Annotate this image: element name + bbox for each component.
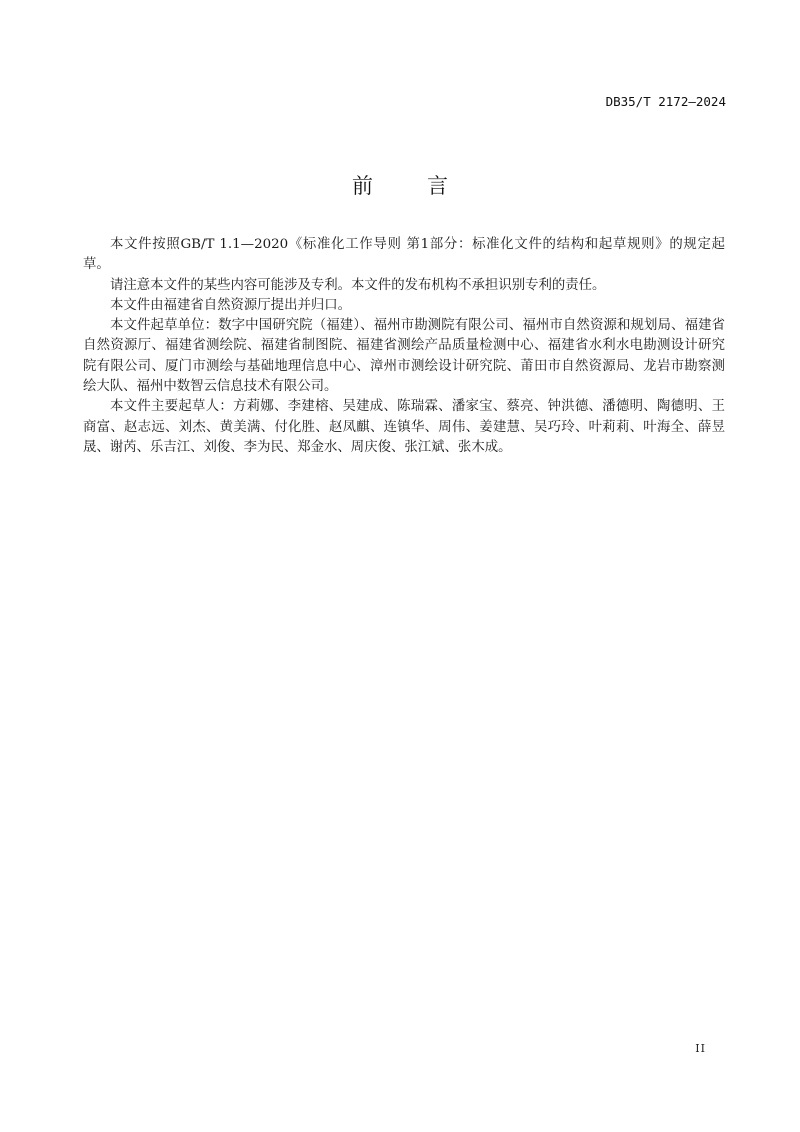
- paragraph-drafting-rules: 本文件按照GB/T 1.1—2020《标准化工作导则 第1部分：标准化文件的结构和起草规则》的规定起草。: [83, 237, 725, 273]
- standard-code: DB35/T 2172—2024: [605, 94, 726, 109]
- page-number: II: [695, 1042, 706, 1055]
- paragraph-proposer: 本文件由福建省自然资源厅提出并归口。: [110, 297, 352, 313]
- title-char-1: 前: [352, 174, 373, 198]
- paragraph-drafting-units: 本文件起草单位：数字中国研究院（福建）、福州市勘测院有限公司、福州市自然资源和规划局、福建省自然资源厅、福建省测绘院、福建省制图院、福建省测绘产品质量检测中心、福建省水利水电勘测设计研究院有限公司、厦门市测绘与基础地理信息中心、漳州市测绘设计研究院、莆田市自然资源局、龙岩市勘察测绘大队、福州中数智云信息技术有限公司。: [83, 318, 725, 395]
- paragraph-drafters: 本文件主要起草人：方莉娜、李建榕、吴建成、陈瑞霖、潘家宝、蔡亮、钟洪德、潘德明、陶德明、王商富、赵志远、刘杰、黄美满、付化胜、赵凤麒、连镇华、周伟、姜建慧、吴巧玲、叶莉莉、叶海全、薛昱晟、谢芮、乐吉江、刘俊、李为民、郑金水、周庆俊、张江斌、张木成。: [83, 399, 725, 455]
- paragraph-patent-notice: 请注意本文件的某些内容可能涉及专利。本文件的发布机构不承担识别专利的责任。: [110, 277, 606, 293]
- foreword-body: [83, 235, 725, 458]
- page-title: [0, 170, 800, 200]
- title-char-2: 言: [427, 174, 448, 198]
